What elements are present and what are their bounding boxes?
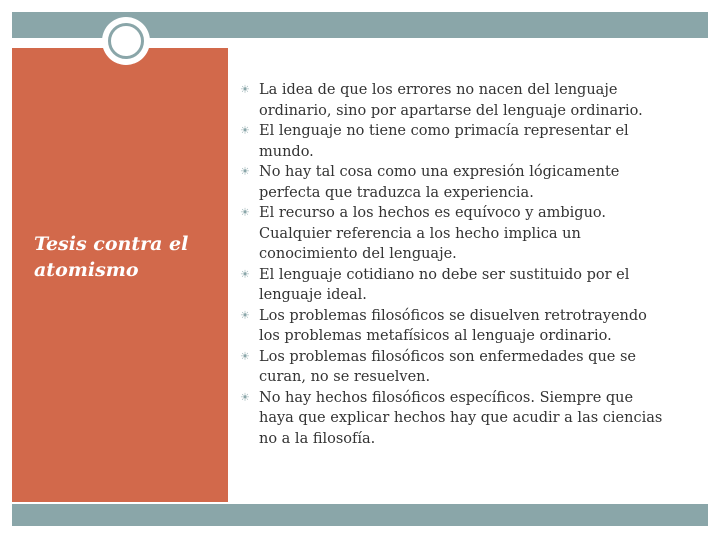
sun-bullet-icon: ☀: [240, 308, 250, 322]
bullet-text: El lenguaje cotidiano no debe ser sustituido por el lenguaje ideal.: [259, 266, 630, 303]
slide-title: Tesis contra el atomismo: [34, 233, 189, 281]
bottom-decorative-bar: [12, 504, 708, 526]
sun-bullet-icon: ☀: [240, 124, 250, 137]
bullet-item: [240, 162, 670, 203]
bullet-text: El recurso a los hechos es equívoco y ambiguo. Cualquier referencia a los hecho implica un conocimiento del lenguaje.: [259, 205, 607, 262]
bullet-list: [240, 80, 670, 449]
bullet-item: [240, 388, 670, 450]
bullet-text: No hay tal cosa como una expresión lógicamente perfecta que traduzca la experiencia.: [259, 164, 620, 201]
sun-bullet-icon: ☀: [240, 206, 250, 219]
bullet-text: El lenguaje no tiene como primacía representar el mundo.: [259, 123, 629, 160]
sun-bullet-icon: ☀: [240, 349, 250, 363]
sun-bullet-icon: ☀: [240, 83, 250, 96]
sun-bullet-icon: ☀: [240, 267, 250, 281]
bullet-item: [240, 121, 670, 162]
bullet-text: Los problemas filosóficos se disuelven retrotrayendo los problemas metafísicos al lenguaje ordinario.: [259, 307, 647, 344]
sun-bullet-icon: ☀: [240, 165, 250, 178]
bullet-item: [240, 203, 670, 265]
bullet-item: [240, 347, 670, 388]
bullet-item: [240, 80, 670, 121]
bullet-text: Los problemas filosóficos son enfermedades que se curan, no se resuelven.: [259, 348, 636, 385]
circle-ring-icon: [108, 23, 144, 59]
bullet-item: [240, 265, 670, 306]
bullet-item: [240, 306, 670, 347]
bullet-text: La idea de que los errores no nacen del lenguaje ordinario, sino por apartarse del lenguaje ordinario.: [259, 82, 643, 119]
bullet-text: No hay hechos filosóficos específicos. Siempre que haya que explicar hechos hay que acudir a las ciencias no a la filosofía.: [259, 389, 663, 447]
sun-bullet-icon: ☀: [240, 390, 250, 404]
